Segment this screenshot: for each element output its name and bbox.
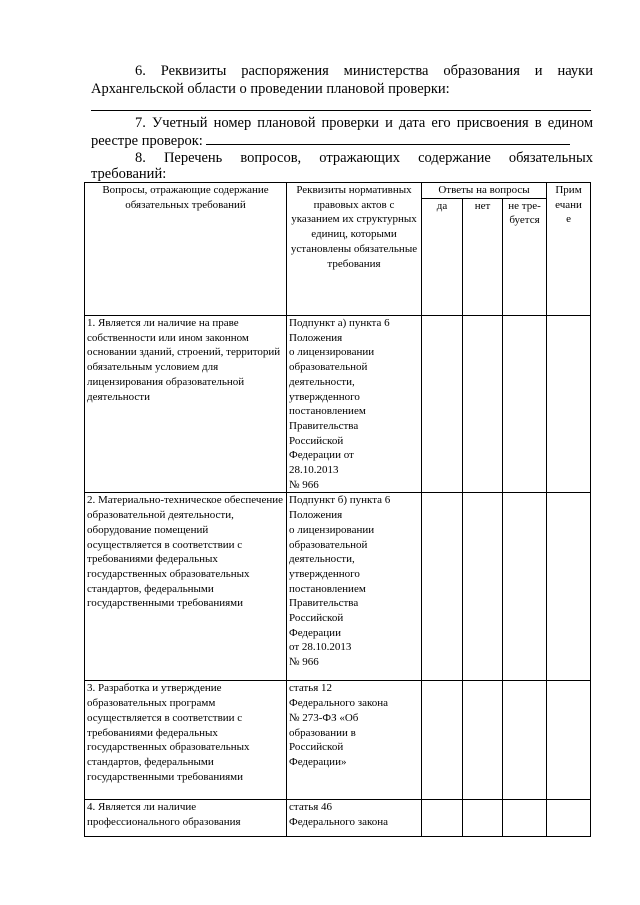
para7-line1 bbox=[91, 114, 593, 132]
row4-answer-no[interactable] bbox=[463, 800, 503, 837]
row3-question-text: 3. Разработка и утверждение образовательных программ осуществляется в соответствии с требованиями федеральных государственных образовательных стандартов, федеральными государственными требованиями bbox=[87, 682, 250, 783]
row2-question bbox=[85, 493, 287, 681]
table-row bbox=[85, 316, 591, 493]
header-row-1 bbox=[85, 183, 591, 199]
row4-question bbox=[85, 800, 287, 837]
para8-line2 bbox=[91, 165, 593, 183]
para6-line1 bbox=[91, 62, 593, 80]
table-row bbox=[85, 493, 591, 681]
row3-notes[interactable] bbox=[547, 681, 591, 800]
row3-answer-yes[interactable] bbox=[422, 681, 463, 800]
header-notes bbox=[547, 183, 591, 316]
row1-answer-not-required[interactable] bbox=[503, 316, 547, 493]
row3-requisite bbox=[287, 681, 422, 800]
table-row bbox=[85, 800, 591, 837]
row3-question bbox=[85, 681, 287, 800]
header-questions bbox=[85, 183, 287, 316]
row4-requisite bbox=[287, 800, 422, 837]
row1-question bbox=[85, 316, 287, 493]
para6-line1-text: 6. Реквизиты распоряжения министерства образования и науки bbox=[135, 63, 593, 79]
header-answers bbox=[422, 183, 547, 199]
header-no bbox=[463, 198, 503, 315]
header-not-required-text: не тре- буется bbox=[508, 199, 541, 227]
para6-line2 bbox=[91, 80, 593, 98]
row2-requisite bbox=[287, 493, 422, 681]
row2-question-text: 2. Материально-техническое обеспечение образовательной деятельности, оборудование помещений осуществляется в соответствии с требованиями федеральных государственных образовательных стандартов, федеральными государственными требованиями bbox=[87, 494, 283, 610]
header-requisites bbox=[287, 183, 422, 316]
header-answers-text: Ответы на вопросы bbox=[438, 184, 530, 196]
row3-answer-not-required[interactable] bbox=[503, 681, 547, 800]
para7-line1-text: 7. Учетный номер плановой проверки и дата его присвоения в едином bbox=[135, 115, 593, 131]
para7-line2 bbox=[91, 132, 593, 150]
requirements-table bbox=[84, 182, 591, 837]
header-questions-text: Вопросы, отражающие содержание обязательных требований bbox=[102, 184, 269, 211]
para7-line2-text: реестре проверок: bbox=[91, 133, 203, 149]
para7-fill-line bbox=[206, 143, 570, 145]
header-yes-text: да bbox=[436, 199, 448, 212]
para8-line2-text: требований: bbox=[91, 166, 167, 182]
row4-question-text: 4. Является ли наличие профессионального образования bbox=[87, 801, 241, 829]
row3-answer-no[interactable] bbox=[463, 681, 503, 800]
row2-answer-yes[interactable] bbox=[422, 493, 463, 681]
row4-requisite-text: статья 46 Федерального закона bbox=[289, 801, 389, 829]
row1-requisite-text: Подпункт а) пункта 6 Положения о лицензировании образовательной деятельности, утвержденного постановлением Правительства Российской Федерации от 28.10.2013 № 966 bbox=[289, 317, 390, 491]
row1-notes[interactable] bbox=[547, 316, 591, 493]
header-not-required bbox=[503, 198, 547, 315]
row4-answer-not-required[interactable] bbox=[503, 800, 547, 837]
row1-requisite bbox=[287, 316, 422, 493]
row4-answer-yes[interactable] bbox=[422, 800, 463, 837]
row3-requisite-text: статья 12 Федерального закона № 273-ФЗ «Об образовании в Российской Федерации» bbox=[289, 682, 389, 768]
row2-answer-not-required[interactable] bbox=[503, 493, 547, 681]
row1-answer-yes[interactable] bbox=[422, 316, 463, 493]
row1-answer-no[interactable] bbox=[463, 316, 503, 493]
header-notes-text: Прим ечани е bbox=[555, 184, 582, 226]
header-yes bbox=[422, 198, 463, 315]
para6-fill-line bbox=[91, 109, 591, 111]
para8-line1-text: 8. Перечень вопросов, отражающих содержание обязательных bbox=[135, 150, 593, 166]
row2-requisite-text: Подпункт б) пункта 6 Положения о лицензировании образовательной деятельности, утвержденного постановлением Правительства Российской Федерации от 28.10.2013 № 966 bbox=[289, 494, 391, 669]
table-row bbox=[85, 681, 591, 800]
row2-answer-no[interactable] bbox=[463, 493, 503, 681]
header-no-text: нет bbox=[474, 199, 491, 212]
para6-line2-text: Архангельской области о проведении плановой проверки: bbox=[91, 81, 450, 97]
header-requisites-text: Реквизиты нормативных правовых актов с указанием их структурных единиц, которыми установлены обязательные требования bbox=[290, 184, 418, 270]
row4-notes[interactable] bbox=[547, 800, 591, 837]
row2-notes[interactable] bbox=[547, 493, 591, 681]
row1-question-text: 1. Является ли наличие на праве собственности или ином законном основании зданий, строений, территорий обязательным условием для лицензирования образовательной деятельности bbox=[87, 317, 281, 403]
